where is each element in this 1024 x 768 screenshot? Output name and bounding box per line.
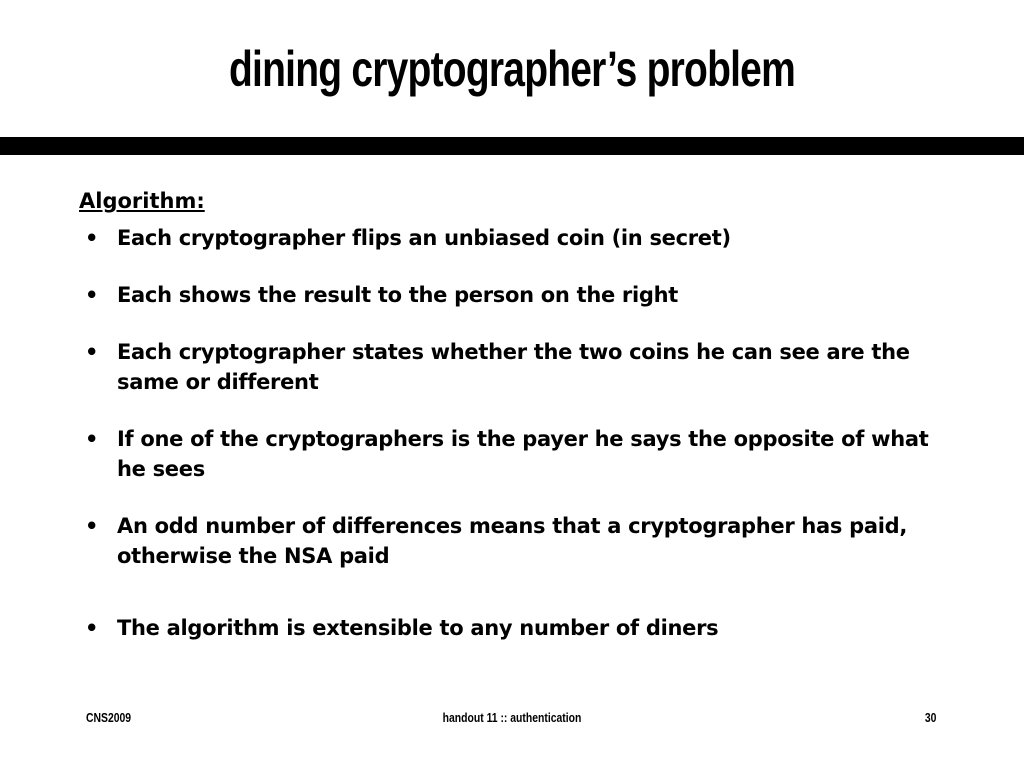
bullet-text: An odd number of differences means that a cryptographer has paid, otherwise the NSA paid: [117, 514, 908, 568]
slide-content: [79, 186, 959, 643]
bullet-item: [79, 424, 959, 484]
slide-title: dining cryptographer’s problem: [228, 41, 795, 97]
bullet-text: If one of the cryptographers is the payer he says the opposite of what he sees: [117, 427, 929, 481]
bullet-marker: •: [85, 283, 99, 307]
bullet-marker: •: [85, 616, 99, 640]
algorithm-heading: Algorithm:: [79, 189, 205, 213]
bullet-item: [79, 280, 959, 310]
bullet-item: [79, 511, 959, 571]
bullet-text: Each cryptographer flips an unbiased coin (in secret): [117, 226, 731, 250]
bullet-marker: •: [85, 514, 99, 538]
bullet-text: Each cryptographer states whether the two coins he can see are the same or different: [117, 340, 910, 394]
title-divider-bar: [0, 137, 1024, 155]
bullet-marker: •: [85, 340, 99, 364]
bullet-text: The algorithm is extensible to any number of diners: [117, 616, 719, 640]
bullet-item: [79, 337, 959, 397]
footer-course-code: CNS2009: [86, 710, 132, 725]
bullet-list: [79, 223, 959, 643]
bullet-item: [79, 223, 959, 253]
footer-page-number: 30: [924, 710, 936, 725]
bullet-marker: •: [85, 226, 99, 250]
bullet-text: Each shows the result to the person on the right: [117, 283, 678, 307]
footer-handout-title: handout 11 :: authentication: [442, 710, 582, 725]
bullet-marker: •: [85, 427, 99, 451]
bullet-item: [79, 613, 959, 643]
